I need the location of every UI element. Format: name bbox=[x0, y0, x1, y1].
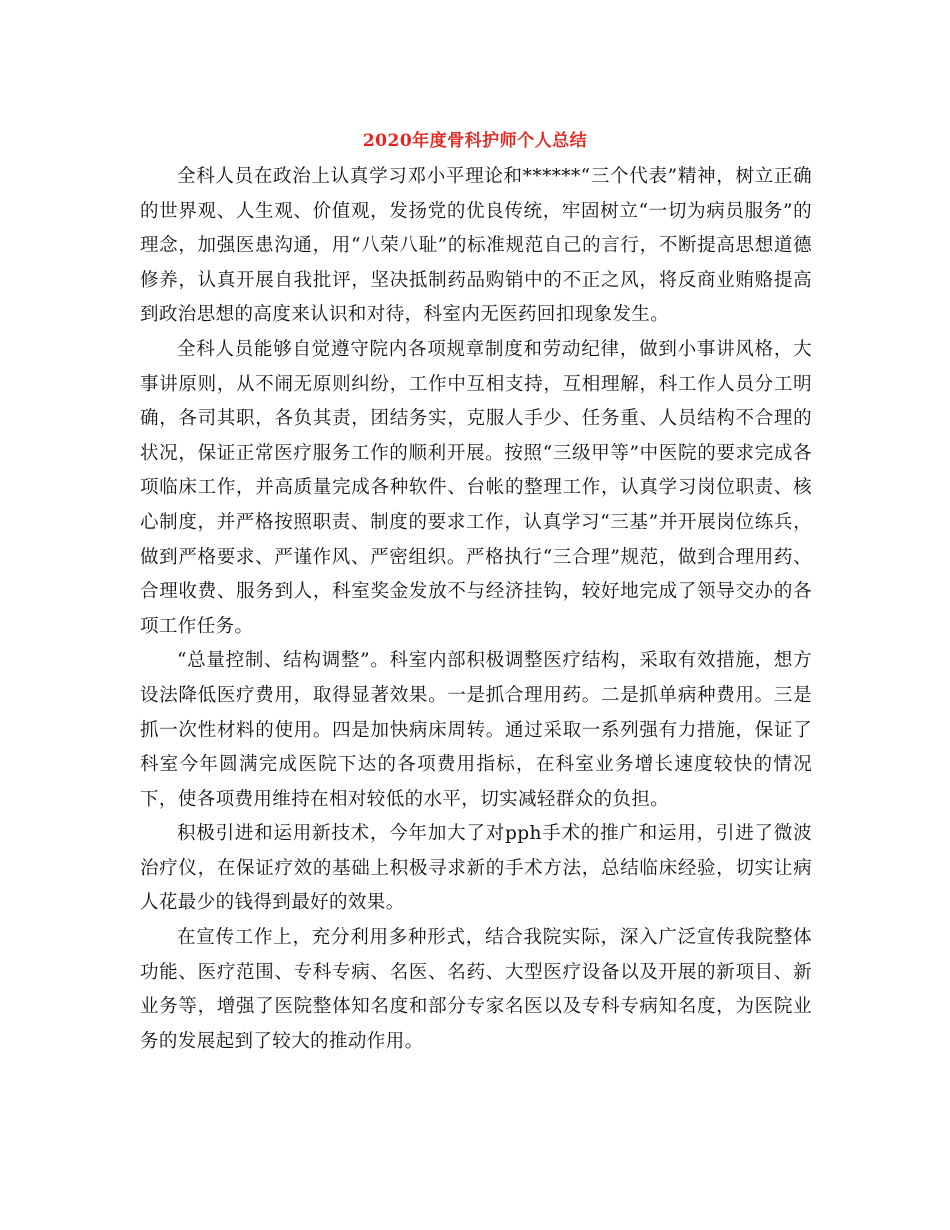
paragraph-2: 全科人员能够自觉遵守院内各项规章制度和劳动纪律，做到小事讲风格，大事讲原则，从不闹无原则纠纷，工作中互相支持，互相理解，科工作人员分工明确，各司其职，各负其责，团结务实，克服人手少、任务重、人员结构不合理的状况，保证正常医疗服务工作的顺利开展。按照“三级甲等”中医院的要求完成各项临床工作，并高质量完成各种软件、台帐的整理工作，认真学习岗位职责、核心制度，并严格按照职责、制度的要求工作，认真学习“三基”并开展岗位练兵，做到严格要求、严谨作风、严密组织。严格执行“三合理”规范，做到合理用药、合理收费、服务到人，科室奖金发放不与经济挂钩，较好地完成了领导交办的各项工作任务。 bbox=[140, 338, 812, 637]
document-title: 2020年度骨科护师个人总结 bbox=[362, 131, 588, 151]
paragraph-5: 在宣传工作上，充分利用多种形式，结合我院实际，深入广泛宣传我院整体功能、医疗范围、专科专病、名医、名药、大型医疗设备以及开展的新项目、新业务等，增强了医院整体知名度和部分专家名医以及专科专病知名度，为医院业务的发展起到了较大的推动作用。 bbox=[140, 927, 812, 1052]
paragraph-1: 全科人员在政治上认真学习邓小平理论和******“三个代表”精神，树立正确的世界观、人生观、价值观，发扬党的优良传统，牢固树立“一切为病员服务”的理念，加强医患沟通，用“八荣八耻”的标准规范自己的言行，不断提高思想道德修养，认真开展自我批评，坚决抵制药品购销中的不正之风，将反商业贿赂提高到政治思想的高度来认识和对待，科室内无医药回扣现象发生。 bbox=[140, 166, 812, 326]
paragraph-4: 积极引进和运用新技术，今年加大了对pph手术的推广和运用，引进了微波治疗仪，在保证疗效的基础上积极寻求新的手术方法，总结临床经验，切实让病人花最少的钱得到最好的效果。 bbox=[140, 823, 812, 914]
document-body bbox=[140, 160, 812, 1059]
paragraph-3: “总量控制、结构调整”。科室内部积极调整医疗结构，采取有效措施，想方设法降低医疗费用，取得显著效果。一是抓合理用药。二是抓单病种费用。三是抓一次性材料的使用。四是加快病床周转。通过采取一系列强有力措施，保证了科室今年圆满完成医院下达的各项费用指标，在科室业务增长速度较快的情况下，使各项费用维持在相对较低的水平，切实减轻群众的负担。 bbox=[140, 650, 812, 810]
